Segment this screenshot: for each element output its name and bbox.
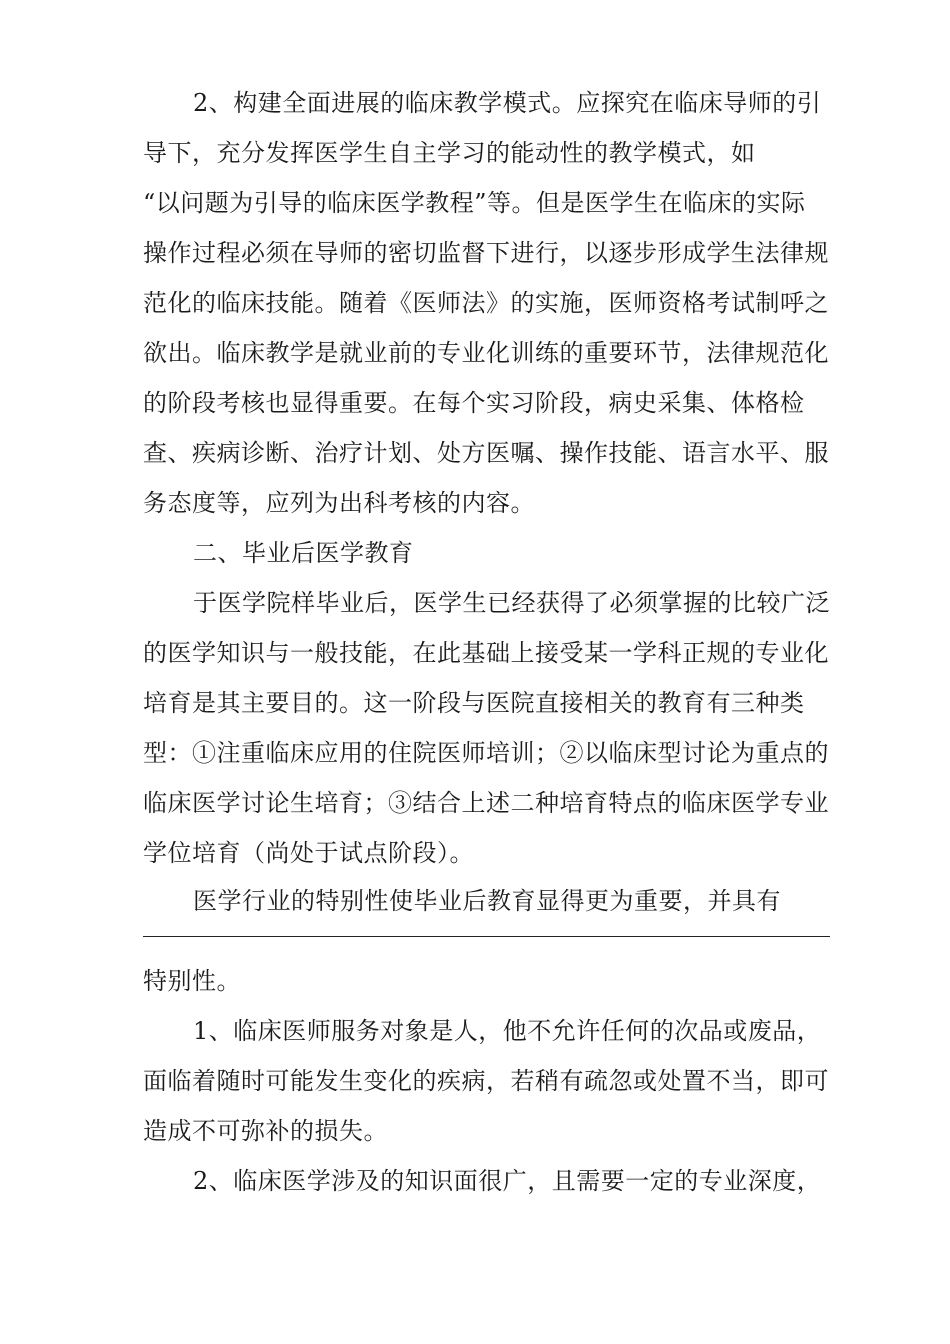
paragraph-line: 特别性。 (143, 967, 241, 995)
paragraph-line: 务态度等，应列为出科考核的内容。 (143, 489, 535, 517)
divider-line (143, 936, 830, 937)
paragraph-line: 的阶段考核也显得重要。在每个实习阶段，病史采集、体格检 (143, 389, 805, 417)
paragraph-line: 2、临床医学涉及的知识面很广，且需要一定的专业深度， (193, 1167, 822, 1195)
paragraph-line: 导下，充分发挥医学生自主学习的能动性的教学模式，如 (143, 139, 756, 167)
paragraph-line: 的医学知识与一般技能，在此基础上接受某一学科正规的专业化 (143, 639, 829, 667)
paragraph-line: “以问题为引导的临床医学教程”等。但是医学生在临床的实际 (143, 189, 806, 217)
paragraph-line: 范化的临床技能。随着《医师法》的实施，医师资格考试制呼之 (143, 289, 829, 317)
paragraph-line: 学位培育（尚处于试点阶段）。 (143, 839, 474, 867)
paragraph-line: 欲出。临床教学是就业前的专业化训练的重要环节，法律规范化 (143, 339, 829, 367)
paragraph-line: 于医学院样毕业后，医学生已经获得了必须掌握的比较广泛 (193, 589, 830, 617)
paragraph-line: 型：①注重临床应用的住院医师培训；②以临床型讨论为重点的 (143, 739, 829, 767)
paragraph-line: 查、疾病诊断、治疗计划、处方医嘱、操作技能、语言水平、服 (143, 439, 829, 467)
paragraph-line: 造成不可弥补的损失。 (143, 1117, 388, 1145)
paragraph-line: 培育是其主要目的。这一阶段与医院直接相关的教育有三种类 (143, 689, 805, 717)
paragraph-line: 2、构建全面进展的临床教学模式。应探究在临床导师的引 (193, 89, 822, 117)
paragraph-line: 医学行业的特别性使毕业后教育显得更为重要，并具有 (193, 887, 781, 915)
section-heading: 二、毕业后医学教育 (193, 539, 414, 567)
paragraph-line: 1、临床医师服务对象是人，他不允许任何的次品或废品， (193, 1017, 822, 1045)
paragraph-line: 操作过程必须在导师的密切监督下进行，以逐步形成学生法律规 (143, 239, 829, 267)
paragraph-line: 面临着随时可能发生变化的疾病，若稍有疏忽或处置不当，即可 (143, 1067, 829, 1095)
paragraph-line: 临床医学讨论生培育；③结合上述二种培育特点的临床医学专业 (143, 789, 829, 817)
